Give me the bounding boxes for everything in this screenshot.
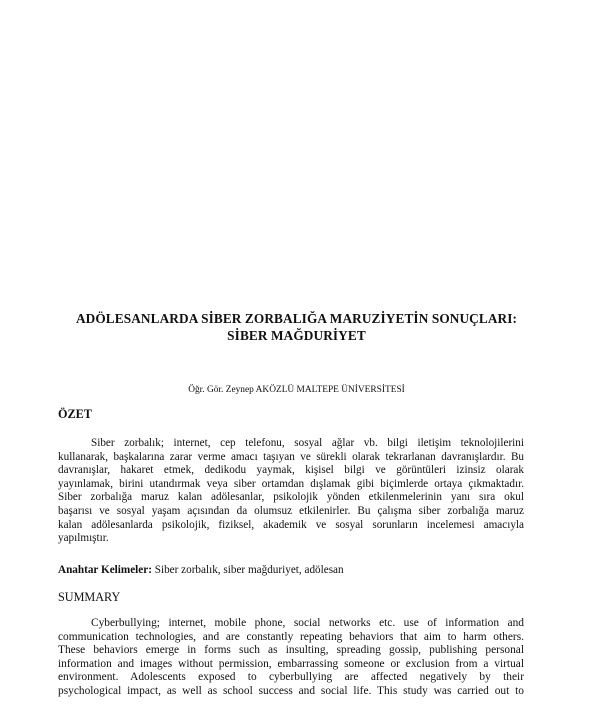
summary-line: These behaviors emerge in forms such as insulting, spreading gossip, publishing personal — [58, 644, 524, 657]
keywords-value: Siber zorbalık, siber mağduriyet, adölesan — [151, 564, 344, 576]
keywords-label: Anahtar Kelimeler: — [58, 564, 152, 576]
keywords — [58, 563, 344, 577]
ozet-heading: ÖZET — [58, 407, 92, 421]
ozet-line: Siber zorbalık; internet, cep telefonu, sosyal ağlar vb. bilgi iletişim teknolojilerini — [91, 437, 524, 449]
ozet-paragraph — [58, 437, 524, 546]
summary-line: environment. Adolescents exposed to cyberbullying are affected negatively by their — [58, 671, 524, 684]
summary-line: psychological impact, as well as school success and social life. This study was carried out to — [58, 684, 524, 697]
summary-line: Cyberbullying; internet, mobile phone, social networks etc. use of information and — [91, 617, 524, 629]
author-affiliation: Öğr. Gör. Zeynep AKÖZLÜ MALTEPE ÜNİVERSİTESİ — [188, 385, 405, 395]
summary-line: communication technologies, and are constantly repeating behaviors that aim to harm others. — [58, 630, 524, 643]
paper-title — [30, 310, 563, 344]
summary-line: information and images without permission, embarrassing someone or exclusion from a virtual — [58, 657, 524, 670]
paper-title-line-1: ADÖLESANLARDA SİBER ZORBALIĞA MARUZİYETİN SONUÇLARI: — [75, 311, 518, 326]
ozet-line: Siber zorbalığa maruz kalan adölesanlar, psikolojik yönden etkilenmelerinin yanı sıra okul — [58, 491, 524, 504]
ozet-line: kullanarak, başkalarına zarar verme amacı taşıyan ve sürekli olarak tekrarlanan davranışlardır. Bu — [58, 450, 524, 463]
ozet-line: davranışlar, hakaret etmek, dedikodu yaymak, kişisel bilgi ve görüntüleri izinsiz olarak — [58, 464, 524, 477]
paper-title-line-2: SİBER MAĞDURİYET — [227, 328, 366, 343]
ozet-line: başarısı ve sosyal yaşam açısından da olumsuz etkilenirler. Bu çalışma siber zorbalığa maruz — [58, 504, 524, 517]
summary-heading: SUMMARY — [58, 590, 121, 604]
ozet-line: kalan adölesanlarda psikolojik, fiziksel, akademik ve sosyal sorunların incelemesi amacıyla — [58, 518, 524, 531]
ozet-line: yapılmıştır. — [58, 532, 109, 545]
ozet-line: yayınlamak, birini utandırmak veya siber ortamdan dışlamak gibi biçimlerde ortaya çıkmaktadır. — [58, 477, 524, 490]
summary-paragraph — [58, 617, 524, 699]
